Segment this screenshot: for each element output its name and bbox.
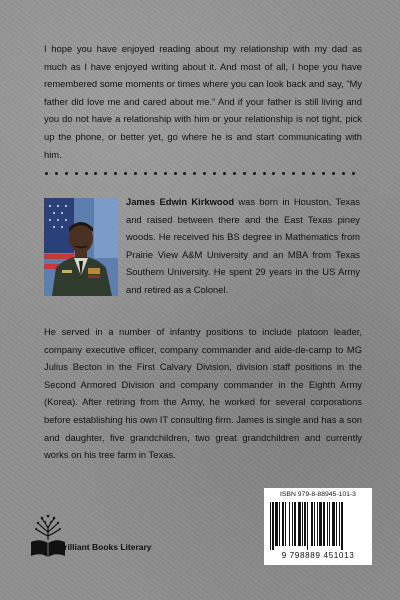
divider-dot	[302, 172, 305, 175]
divider-dot	[124, 172, 127, 175]
publisher-logo	[28, 512, 188, 566]
divider-dot	[104, 172, 107, 175]
barcode-icon	[270, 502, 366, 550]
divider-dot	[134, 172, 137, 175]
divider-dot	[243, 172, 246, 175]
publisher-name: Brilliant Books Literary	[58, 542, 152, 552]
divider-dot	[183, 172, 186, 175]
divider-dot	[312, 172, 315, 175]
author-name: James Edwin Kirkwood	[126, 196, 235, 207]
divider-dot	[282, 172, 285, 175]
divider-dot	[65, 172, 68, 175]
divider-dot	[352, 172, 355, 175]
divider-dot	[144, 172, 147, 175]
divider-dot	[174, 172, 177, 175]
divider-dot	[272, 172, 275, 175]
divider-dot	[292, 172, 295, 175]
author-bio-text: was born in Houston, Texas and raised between there and the East Texas piney woods. He received his BS degree in Mathematics from Prairie View A&M University and an MBA from Texas Southern University. He spent 29 years in the US Army and retired as a Colonel.	[126, 196, 360, 295]
divider-dot	[193, 172, 196, 175]
divider-dot	[164, 172, 167, 175]
intro-paragraph: I hope you have enjoyed reading about my relationship with my dad as much as I have enjoyed writing about it. And most of all, I hope you have remembered some moments or times where you can look back and say, “My father did love me and cared about me.” And if your father is still living and you do not have a relationship with him or your relationship is not tight, pick up the phone, or better yet, go where he is and start communicating with him.	[44, 43, 362, 160]
author-portrait	[44, 198, 118, 296]
divider-dot	[203, 172, 206, 175]
isbn-label: ISBN 979-8-88945-101-3	[280, 491, 356, 498]
divider-dot	[263, 172, 266, 175]
service-paragraph: He served in a number of infantry positions to include platoon leader, company executive officer, company commander and aide-de-camp to MG Julius Becton in the First Calvary Division, division staff positions in the Second Armored Division and company commander in the Eighth Army (Korea). After retiring from the Army, he worked for several corporations before establishing his own IT consulting firm. James is single and has a son and daughter, five grandchildren, two great grandchildren and currently works on his tree farm in Texas.	[44, 326, 362, 461]
dot-divider	[45, 172, 355, 175]
divider-dot	[223, 172, 226, 175]
divider-dot	[342, 172, 345, 175]
divider-dot	[114, 172, 117, 175]
author-bio	[126, 193, 360, 299]
barcode-digits: 9 798889 451013	[281, 551, 355, 560]
divider-dot	[332, 172, 335, 175]
divider-dot	[75, 172, 78, 175]
divider-dot	[213, 172, 216, 175]
divider-dot	[154, 172, 157, 175]
divider-dot	[322, 172, 325, 175]
divider-dot	[55, 172, 58, 175]
book-tree-icon	[28, 512, 68, 562]
divider-dot	[45, 172, 48, 175]
divider-dot	[94, 172, 97, 175]
divider-dot	[253, 172, 256, 175]
divider-dot	[233, 172, 236, 175]
divider-dot	[85, 172, 88, 175]
isbn-barcode	[264, 488, 372, 565]
